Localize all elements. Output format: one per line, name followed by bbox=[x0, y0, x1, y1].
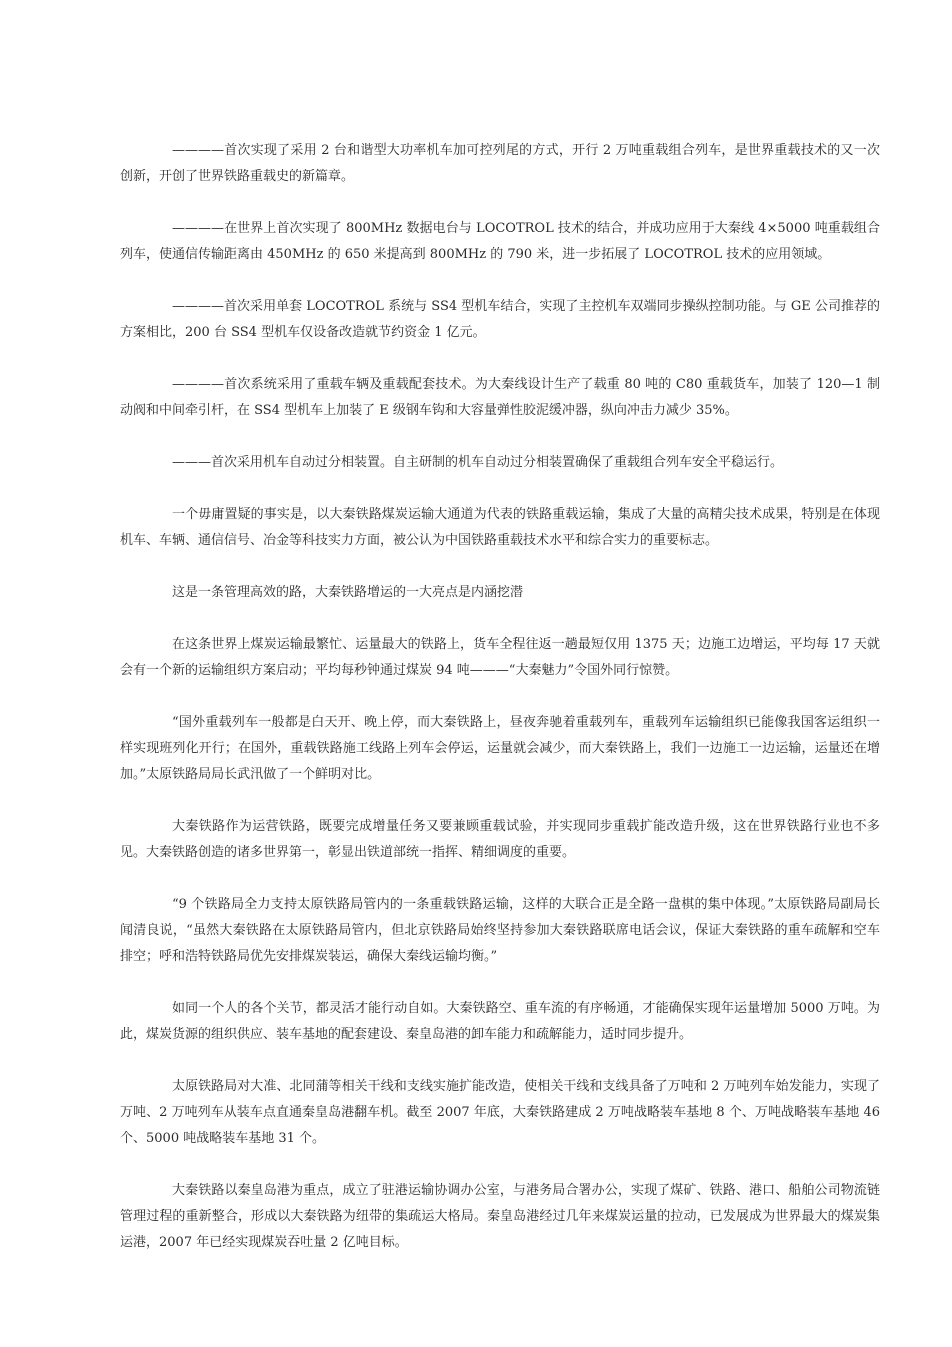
paragraph: “9 个铁路局全力支持太原铁路局管内的一条重载铁路运输，这样的大联合正是全路一盘棋的集中体现。”太原铁路局副局长闻清良说，“虽然大秦铁路在太原铁路局管内，但北京铁路局始终坚持参加大秦铁路联席电话会议，保证大秦铁路的重车疏解和空车排空；呼和浩特铁路局优先安排煤炭装运，确保大秦线运输均衡。” bbox=[120, 897, 880, 964]
paragraph: ————首次实现了采用 2 台和谐型大功率机车加可控列尾的方式，开行 2 万吨重载组合列车，是世界重载技术的又一次创新，开创了世界铁路重载史的新篇章。 bbox=[120, 143, 880, 184]
paragraph: 在这条世界上煤炭运输最繁忙、运量最大的铁路上，货车全程往返一趟最短仅用 1375 天；边施工边增运，平均每 17 天就会有一个新的运输组织方案启动；平均每秒钟通过煤炭 94 吨———“大秦魅力”令国外同行惊赞。 bbox=[120, 637, 880, 678]
paragraph: ———首次采用机车自动过分相装置。自主研制的机车自动过分相装置确保了重载组合列车安全平稳运行。 bbox=[172, 455, 784, 470]
paragraph: 太原铁路局对大准、北同蒲等相关干线和支线实施扩能改造，使相关干线和支线具备了万吨和 2 万吨列车始发能力，实现了万吨、2 万吨列车从装车点直通秦皇岛港翻车机。截至 2007 年底，大秦铁路建成 2 万吨战略装车基地 8 个、万吨战略装车基地 46 个、5000 吨战略装车基地 31 个。 bbox=[120, 1079, 880, 1146]
paragraph: 大秦铁路以秦皇岛港为重点，成立了驻港运输协调办公室，与港务局合署办公，实现了煤矿、铁路、港口、船舶公司物流链管理过程的重新整合，形成以大秦铁路为纽带的集疏运大格局。秦皇岛港经过几年来煤炭运量的拉动，已发展成为世界最大的煤炭集运港，2007 年已经实现煤炭吞吐量 2 亿吨目标。 bbox=[120, 1183, 880, 1250]
paragraph: ————首次采用单套 LOCOTROL 系统与 SS4 型机车结合，实现了主控机车双端同步操纵控制功能。与 GE 公司推荐的方案相比，200 台 SS4 型机车仅设备改造就节约资金 1 亿元。 bbox=[120, 299, 880, 340]
section-heading: 这是一条管理高效的路，大秦铁路增运的一大亮点是内涵挖潜 bbox=[172, 585, 524, 600]
paragraph: “国外重载列车一般都是白天开、晚上停，而大秦铁路上，昼夜奔驰着重载列车，重载列车运输组织已能像我国客运组织一样实现班列化开行；在国外，重载铁路施工线路上列车会停运，运量就会减少，而大秦铁路上，我们一边施工一边运输，运量还在增加。”太原铁路局局长武汛做了一个鲜明对比。 bbox=[120, 715, 880, 782]
paragraph: 如同一个人的各个关节，都灵活才能行动自如。大秦铁路空、重车流的有序畅通，才能确保实现年运量增加 5000 万吨。为此，煤炭货源的组织供应、装车基地的配套建设、秦皇岛港的卸车能力和疏解能力，适时同步提升。 bbox=[120, 1001, 880, 1042]
paragraph: ————首次系统采用了重载车辆及重载配套技术。为大秦线设计生产了载重 80 吨的 C80 重载货车，加装了 120—1 制动阀和中间牵引杆，在 SS4 型机车上加装了 E 级钢车钩和大容量弹性胶泥缓冲器，纵向冲击力减少 35%。 bbox=[120, 377, 880, 418]
paragraph: 大秦铁路作为运营铁路，既要完成增量任务又要兼顾重载试验，并实现同步重载扩能改造升级，这在世界铁路行业也不多见。大秦铁路创造的诸多世界第一，彰显出铁道部统一指挥、精细调度的重要。 bbox=[120, 819, 880, 860]
document-body bbox=[120, 138, 880, 1282]
paragraph: ————在世界上首次实现了 800MHz 数据电台与 LOCOTROL 技术的结合，并成功应用于大秦线 4×5000 吨重载组合列车，使通信传输距离由 450MHz 的 650 米提高到 800MHz 的 790 米，进一步拓展了 LOCOTROL 技术的应用领域。 bbox=[120, 221, 880, 262]
paragraph: 一个毋庸置疑的事实是，以大秦铁路煤炭运输大通道为代表的铁路重载运输，集成了大量的高精尖技术成果，特别是在体现机车、车辆、通信信号、冶金等科技实力方面，被公认为中国铁路重载技术水平和综合实力的重要标志。 bbox=[120, 507, 880, 548]
